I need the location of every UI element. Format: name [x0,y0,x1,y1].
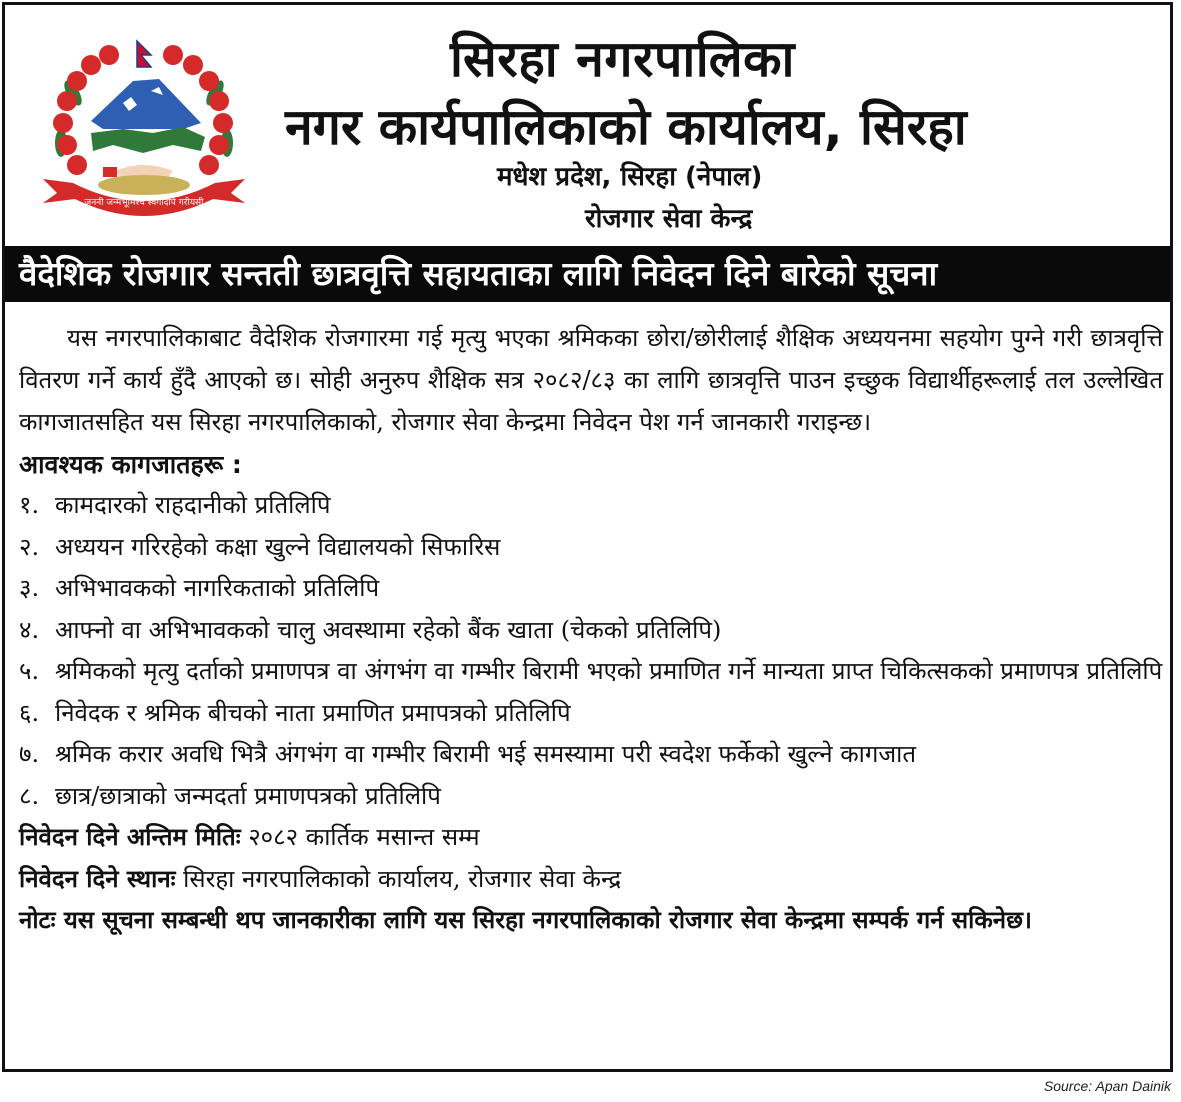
note-row [19,900,1163,942]
required-documents-list [19,485,1163,817]
notice-header [5,5,1170,245]
deadline-label: निवेदन दिने अन्तिम मितिः [19,823,241,851]
source-credit: Source: Apan Dainik [1043,1078,1171,1094]
list-item: ४. आफ्नो वा अभिभावकको चालु अवस्थामा रहेको बैंक खाता (चेकको प्रतिलिपि) [19,615,722,644]
nepal-emblem-icon [33,33,255,218]
note-label: नोटः [19,906,56,934]
notice-title: वैदेशिक रोजगार सन्तती छात्रवृत्ति सहायताका लागि निवेदन दिने बारेको सूचना [19,254,938,293]
list-item: २. अध्ययन गरिरहेको कक्षा खुल्ने विद्यालयको सिफारिस [19,532,501,561]
notice-title-banner [5,246,1170,302]
office-title: नगर कार्यपालिकाको कार्यालय, सिरहा [285,98,967,156]
location-label: निवेदन दिने स्थानः [19,864,176,893]
province-location: मधेश प्रदेश, सिरहा (नेपाल) [497,162,763,192]
note-text: यस सूचना सम्बन्धी थप जानकारीका लागि यस सिरहा नगरपालिकाको रोजगार सेवा केन्द्रमा सम्पर्क गर्न सकिनेछ। [55,906,1033,934]
location-value: सिरहा नगरपालिकाको कार्यालय, रोजगार सेवा केन्द्र [175,864,622,893]
list-item: ३. अभिभावकको नागरिकताको प्रतिलिपि [19,574,380,602]
notice-document [2,2,1173,1072]
documents-heading: आवश्यक कागजातहरू : [19,450,242,479]
intro-paragraph [19,317,1163,443]
intro-text: यस नगरपालिकाबाट वैदेशिक रोजगारमा गई मृत्यु भएका श्रमिकका छोरा/छोरीलाई शैक्षिक अध्ययनमा सहयोग पुग्ने गरी छात्रवृत्ति वितरण गर्ने कार्य हुँदै आएको छ। सोही अनुरुप शैक्षिक सत्र २०८२/८३ का लागि छात्रवृत्ति पाउन इच्छुक विद्यार्थीहरूलाई तल उल्लेखित कागजातसहित यस सिरहा नगरपालिकाको, रोजगार सेवा केन्द्रमा निवेदन पेश गर्न जानकारी गराइन्छ। [19,324,1163,436]
deadline-row [19,817,1163,859]
location-row [19,859,1163,901]
list-item: १. कामदारको राहदानीको प्रतिलिपि [19,491,331,519]
notice-body [19,305,1163,942]
municipality-title: सिरहा नगरपालिका [450,30,796,88]
list-item: ५. श्रमिकको मृत्यु दर्ताको प्रमाणपत्र वा अंगभंग वा गम्भीर बिरामी भएको प्रमाणित गर्ने मान्यता प्राप्त चिकित्सकको प्रमाणपत्र प्रतिलिपि [19,657,1163,685]
list-item: ७. श्रमिक करार अवधि भित्रै अंगभंग वा गम्भीर बिरामी भई समस्यामा परी स्वदेश फर्केको खुल्ने कागजात [19,740,917,768]
list-item: ६. निवेदक र श्रमिक बीचको नाता प्रमाणित प्रमापत्रको प्रतिलिपि [19,698,571,727]
list-item: ८. छात्र/छात्राको जन्मदर्ता प्रमाणपत्रको प्रतिलिपि [19,781,441,810]
emblem-motto: जननी जन्मभूमिश्च स्वर्गादपि गरीयसी [84,198,204,208]
service-center-name: रोजगार सेवा केन्द्र [585,204,753,234]
deadline-value: २०८२ कार्तिक मसान्त सम्म [240,823,480,851]
